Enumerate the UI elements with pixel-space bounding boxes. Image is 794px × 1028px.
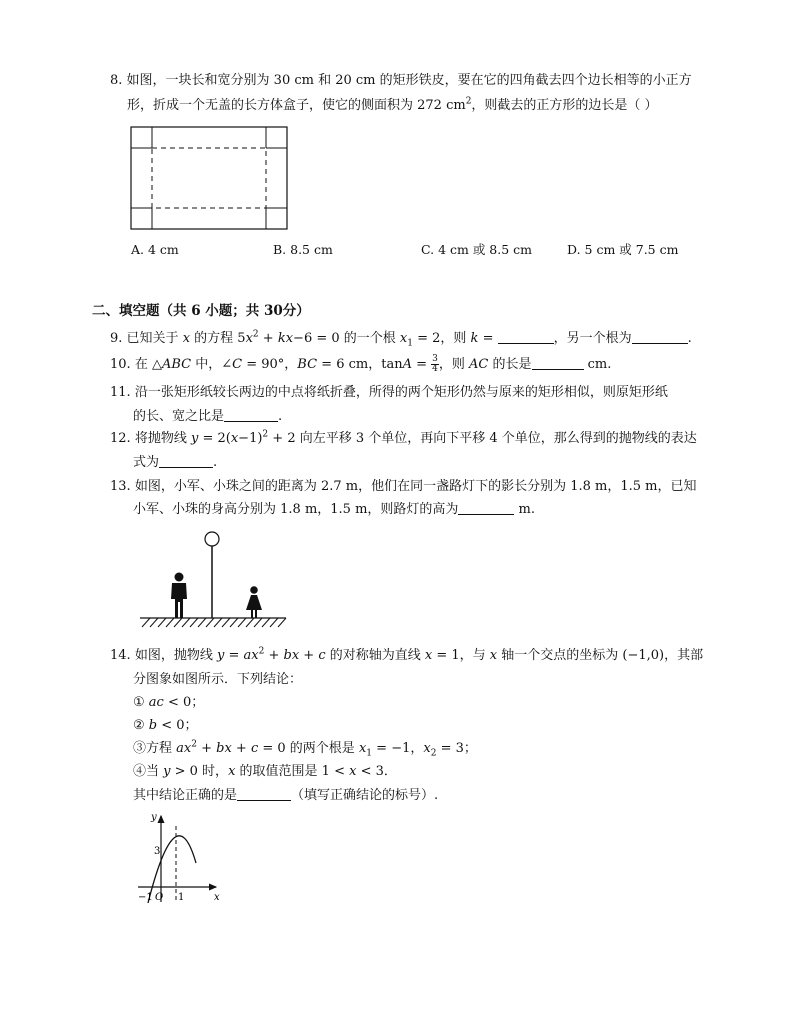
q12-text2a: 式为: [133, 455, 160, 470]
q9-var-x: x: [182, 331, 191, 346]
y-axis-label: y: [151, 812, 157, 823]
q14-s3-x1: x: [358, 741, 367, 756]
q14-s4-d: < 3．: [356, 764, 397, 779]
q13-text2b: m.: [514, 502, 535, 517]
q10-t-h: cm.: [583, 357, 612, 372]
q8-number: 8.: [110, 73, 123, 88]
q8-text1: 如图，一块长和宽分别为 30 cm 和 20 cm 的矩形铁皮，要在它的四角截去四个边长相等的小正方: [126, 73, 692, 88]
q14-statement-3: [133, 740, 477, 758]
q9-number: 9.: [110, 331, 123, 346]
q8-line2: [127, 97, 658, 115]
q14-s4-y: y: [163, 764, 171, 779]
q14-var-c: c: [318, 648, 326, 663]
origin-label: O: [155, 892, 164, 903]
q14-s2-m: b: [148, 718, 158, 733]
q9-t-b: 的方程 5: [190, 331, 246, 346]
q8-option-b[interactable]: B. 8.5 cm: [273, 242, 333, 257]
q11-text2a: 的长、宽之比是: [133, 409, 225, 424]
q14-sup: 2: [258, 646, 265, 657]
q14-statement-4: [133, 763, 397, 781]
q14-var-ax: ax: [243, 648, 259, 663]
q13-text1: 如图，小军、小珠之间的距离为 2.7 m，他们在同一盏路灯下的影长分别为 1.8 m，1.5 m，已知: [134, 479, 697, 494]
q14-number: 14.: [110, 648, 131, 663]
q11-line2: [133, 408, 282, 426]
q9-sup: 2: [252, 329, 259, 340]
q12-t-d: + 2 向左平移 3 个单位，再向下平移 4 个单位，那么得到的抛物线的表达: [268, 431, 697, 446]
q8-rectangle-figure: [130, 126, 290, 231]
q14-t-b: =: [224, 648, 244, 663]
q14-s3-f: = 3；: [436, 741, 477, 756]
x-axis-label: x: [214, 892, 220, 903]
q10-t-a: 在 △: [134, 357, 162, 372]
q11-line1: [110, 384, 668, 402]
q12-line1: [110, 430, 697, 448]
q14-s3-cc: c: [250, 741, 259, 756]
q8-line1: [110, 72, 692, 90]
q14-line1: [110, 647, 703, 665]
q12-t-b: = 2(: [198, 431, 231, 446]
q10-var-ac: AC: [469, 357, 489, 372]
q14-s4-x2: x: [349, 764, 357, 779]
q14-s3-bx: bx: [216, 741, 232, 756]
q12-line2: [133, 454, 217, 472]
q9-t-d: −6 = 0 的一个根: [293, 331, 400, 346]
q14-var-x: x: [424, 648, 433, 663]
q10-t-e: =: [411, 357, 432, 372]
fold-dashed-rect: [152, 148, 266, 208]
tick-label-minus-1: −1: [138, 892, 153, 903]
q11-text1: 沿一张矩形纸较长两边的中点将纸折叠，所得的两个矩形仍然与原来的矩形相似，则原矩形纸: [134, 385, 668, 400]
q14-blank[interactable]: [237, 787, 291, 801]
q10-t-d: = 6 cm，tan: [317, 357, 403, 372]
ground-hatching: [142, 618, 286, 627]
tick-label-3: 3: [154, 846, 161, 857]
q9-t-g: ，另一个根为: [553, 331, 632, 346]
q14-s4-a: ④当: [133, 764, 164, 779]
streetlight-figure: [138, 530, 288, 635]
q9-t-f: =: [478, 331, 498, 346]
person-boy-icon: [171, 573, 187, 619]
q14-statement-1: [133, 694, 204, 712]
q14-t-e: 的对称轴为直线: [325, 648, 425, 663]
q14-t-a: 如图，抛物线: [134, 648, 217, 663]
q12-text2b: .: [213, 455, 218, 470]
q9-var-x2: x: [245, 331, 253, 346]
q14-s1-a: ①: [133, 695, 149, 710]
q14-s1-b: < 0；: [163, 695, 205, 710]
q10-blank[interactable]: [532, 356, 584, 370]
q8-option-d[interactable]: D. 5 cm 或 7.5 cm: [567, 242, 679, 257]
q14-last-b: （填写正确结论的标号）.: [291, 788, 439, 803]
q12-blank[interactable]: [159, 454, 213, 468]
q11-blank[interactable]: [224, 408, 278, 422]
q14-last-line: [133, 787, 438, 805]
q12-var-y: y: [190, 431, 199, 446]
q10-var-abc: ABC: [161, 357, 192, 372]
q14-s3-d: = 0 的两个根是: [258, 741, 359, 756]
q10-frac-den: 4: [432, 364, 438, 374]
q14-s3-c: +: [231, 741, 251, 756]
q14-s3-x2: x: [423, 741, 431, 756]
lamp-icon: [205, 532, 219, 546]
q14-statement-2: [133, 717, 198, 735]
q9-var-x1: x: [399, 331, 408, 346]
q12-sup: 2: [262, 429, 269, 440]
q12-var-x: x: [230, 431, 239, 446]
q8-option-a[interactable]: A. 4 cm: [131, 242, 179, 257]
q14-var-bx: bx: [283, 648, 300, 663]
q10-var-c: C: [232, 357, 243, 372]
q9-t-a: 已知关于: [126, 331, 183, 346]
q12-number: 12.: [110, 431, 131, 446]
q9-t-e: = 2，则: [412, 331, 471, 346]
q14-s4-x: x: [228, 764, 236, 779]
q14-t-f: = 1，与: [432, 648, 490, 663]
q9-t-c: +: [258, 331, 278, 346]
q10-t-c: = 90°，: [242, 357, 298, 372]
q13-text2a: 小军、小珠的身高分别为 1.8 m，1.5 m，则路灯的高为: [133, 502, 459, 517]
parabola-graph: [134, 808, 229, 908]
q14-s3-e: = −1，: [372, 741, 424, 756]
q10-t-g: 的长是: [488, 357, 532, 372]
q14-s3-b: +: [196, 741, 217, 756]
q13-line1: [110, 478, 697, 496]
q9-sub1: 1: [407, 338, 413, 349]
q10-fraction: [431, 355, 439, 374]
tick-label-1: 1: [178, 892, 185, 903]
section-2-title: 二、填空题（共 6 小题；共 30分）: [92, 303, 310, 319]
person-girl-icon: [246, 586, 262, 618]
q14-s3-sup: 2: [191, 739, 197, 750]
q9-blank-k[interactable]: [498, 330, 554, 344]
q10-line: [110, 355, 611, 374]
q14-s1-m: ac: [148, 695, 164, 710]
q14-var-x2: x: [489, 648, 498, 663]
q10-t-b: 中，∠: [191, 357, 233, 372]
q9-var-k: k: [470, 331, 479, 346]
q9-blank-root[interactable]: [632, 330, 688, 344]
q9-line: [110, 330, 692, 348]
q14-s2-a: ②: [133, 718, 149, 733]
q10-frac-num: 3: [432, 354, 438, 364]
q14-s4-b: > 0 时，: [170, 764, 229, 779]
q13-blank[interactable]: [458, 501, 514, 515]
outer-rect: [131, 127, 287, 229]
q10-t-f: ，则: [438, 357, 470, 372]
q14-var-y: y: [216, 648, 225, 663]
q9-var-kx: kx: [277, 331, 294, 346]
q14-s3-sub2: 2: [430, 748, 437, 759]
q14-s4-c: 的取值范围是 1 <: [235, 764, 350, 779]
q11-text2b: .: [278, 409, 283, 424]
q14-t-g: 轴一个交点的坐标为 (−1,0)，其部: [497, 648, 704, 663]
q8-sup: 2: [465, 96, 472, 107]
q11-number: 11.: [110, 385, 131, 400]
q14-line2: 分图象如图所示．下列结论：: [133, 672, 303, 687]
q14-t-c: +: [264, 648, 284, 663]
q8-option-c[interactable]: C. 4 cm 或 8.5 cm: [421, 242, 532, 257]
q14-s2-b: < 0；: [157, 718, 198, 733]
q10-var-a: A: [402, 357, 412, 372]
q13-number: 13.: [110, 479, 131, 494]
q14-t-d: +: [299, 648, 319, 663]
q12-t-a: 将抛物线: [134, 431, 191, 446]
q14-s3-a: ③方程: [133, 741, 177, 756]
q9-t-h: .: [687, 331, 692, 346]
q14-last-a: 其中结论正确的是: [133, 788, 238, 803]
q10-var-bc: BC: [297, 357, 318, 372]
q13-line2: [133, 501, 535, 519]
q8-text2b: ，则截去的正方形的边长是（ ）: [471, 98, 658, 113]
q14-s3-ax: ax: [176, 741, 192, 756]
q12-t-c: −1): [238, 431, 263, 446]
q8-text2a: 形，折成一个无盖的长方体盒子，使它的侧面积为 272 cm: [127, 98, 466, 113]
q10-number: 10.: [110, 357, 131, 372]
q14-s3-sub1: 1: [366, 748, 373, 759]
